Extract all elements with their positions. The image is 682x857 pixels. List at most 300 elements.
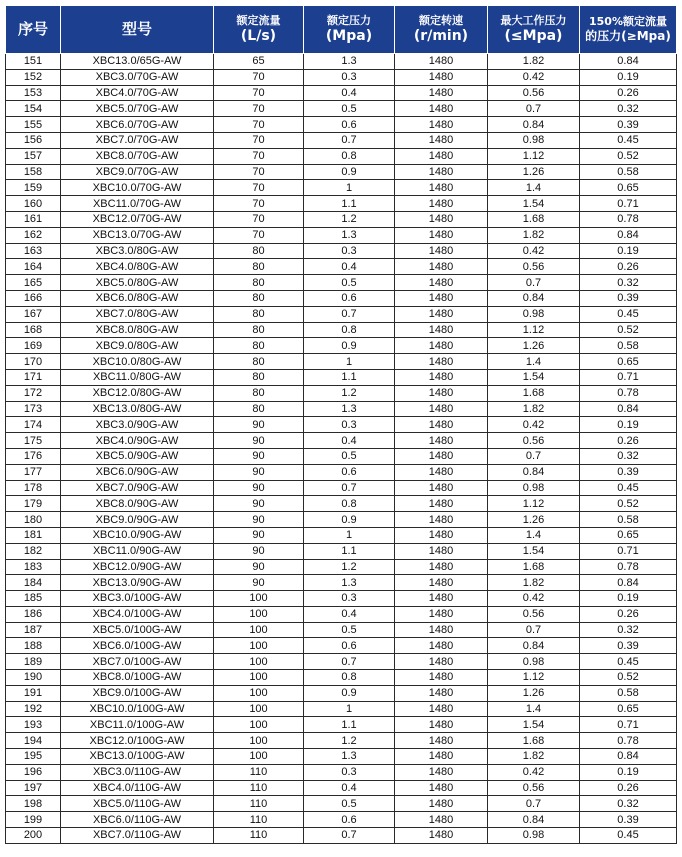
cell-max-pressure: 1.26 — [488, 338, 580, 354]
table-row — [6, 354, 677, 370]
cell-max-pressure: 0.42 — [488, 417, 580, 433]
cell-rated-pressure: 0.3 — [304, 764, 395, 780]
header-rated-speed: 额定转速 (r/min) — [395, 6, 488, 54]
table-body — [6, 54, 677, 844]
cell-rated-flow: 90 — [214, 543, 304, 559]
header-rated-flow: 额定流量 (L/s) — [214, 6, 304, 54]
cell-serial-no: 194 — [6, 733, 61, 749]
cell-rated-pressure: 0.3 — [304, 591, 395, 607]
cell-pressure-150: 0.84 — [580, 54, 677, 70]
cell-model: XBC12.0/70G-AW — [61, 211, 214, 227]
cell-rated-speed: 1480 — [395, 433, 488, 449]
cell-rated-flow: 70 — [214, 69, 304, 85]
cell-rated-flow: 70 — [214, 196, 304, 212]
cell-rated-speed: 1480 — [395, 654, 488, 670]
cell-rated-speed: 1480 — [395, 148, 488, 164]
cell-model: XBC12.0/100G-AW — [61, 733, 214, 749]
cell-rated-flow: 110 — [214, 828, 304, 844]
cell-serial-no: 163 — [6, 243, 61, 259]
cell-rated-pressure: 0.6 — [304, 464, 395, 480]
table-row — [6, 749, 677, 765]
cell-model: XBC6.0/90G-AW — [61, 464, 214, 480]
cell-pressure-150: 0.45 — [580, 480, 677, 496]
cell-pressure-150: 0.45 — [580, 132, 677, 148]
cell-rated-pressure: 0.9 — [304, 164, 395, 180]
cell-pressure-150: 0.45 — [580, 306, 677, 322]
table-row — [6, 275, 677, 291]
cell-pressure-150: 0.26 — [580, 85, 677, 101]
cell-max-pressure: 1.12 — [488, 322, 580, 338]
cell-pressure-150: 0.58 — [580, 164, 677, 180]
cell-serial-no: 175 — [6, 433, 61, 449]
cell-pressure-150: 0.58 — [580, 685, 677, 701]
cell-rated-flow: 100 — [214, 685, 304, 701]
cell-max-pressure: 1.68 — [488, 733, 580, 749]
cell-pressure-150: 0.84 — [580, 575, 677, 591]
cell-rated-pressure: 0.3 — [304, 69, 395, 85]
table-row — [6, 385, 677, 401]
cell-rated-speed: 1480 — [395, 54, 488, 70]
cell-model: XBC5.0/90G-AW — [61, 448, 214, 464]
cell-rated-pressure: 1.1 — [304, 369, 395, 385]
table-row — [6, 101, 677, 117]
cell-serial-no: 177 — [6, 464, 61, 480]
table-row — [6, 717, 677, 733]
cell-max-pressure: 0.98 — [488, 828, 580, 844]
cell-serial-no: 173 — [6, 401, 61, 417]
cell-rated-flow: 90 — [214, 448, 304, 464]
cell-model: XBC4.0/110G-AW — [61, 780, 214, 796]
cell-model: XBC4.0/70G-AW — [61, 85, 214, 101]
cell-rated-speed: 1480 — [395, 101, 488, 117]
cell-rated-flow: 100 — [214, 670, 304, 686]
cell-serial-no: 193 — [6, 717, 61, 733]
table-row — [6, 733, 677, 749]
cell-pressure-150: 0.19 — [580, 764, 677, 780]
cell-rated-pressure: 1.3 — [304, 227, 395, 243]
cell-model: XBC6.0/70G-AW — [61, 117, 214, 133]
cell-model: XBC9.0/70G-AW — [61, 164, 214, 180]
cell-rated-speed: 1480 — [395, 85, 488, 101]
cell-rated-speed: 1480 — [395, 338, 488, 354]
cell-serial-no: 153 — [6, 85, 61, 101]
cell-max-pressure: 0.84 — [488, 812, 580, 828]
cell-rated-speed: 1480 — [395, 780, 488, 796]
cell-model: XBC4.0/90G-AW — [61, 433, 214, 449]
cell-pressure-150: 0.71 — [580, 369, 677, 385]
cell-rated-speed: 1480 — [395, 322, 488, 338]
cell-rated-pressure: 0.7 — [304, 132, 395, 148]
cell-pressure-150: 0.39 — [580, 464, 677, 480]
table-row — [6, 812, 677, 828]
table-row — [6, 433, 677, 449]
cell-rated-flow: 90 — [214, 527, 304, 543]
cell-pressure-150: 0.84 — [580, 749, 677, 765]
cell-pressure-150: 0.32 — [580, 101, 677, 117]
cell-rated-flow: 100 — [214, 749, 304, 765]
cell-rated-flow: 110 — [214, 812, 304, 828]
cell-pressure-150: 0.84 — [580, 227, 677, 243]
cell-model: XBC13.0/65G-AW — [61, 54, 214, 70]
cell-serial-no: 169 — [6, 338, 61, 354]
cell-max-pressure: 1.54 — [488, 196, 580, 212]
cell-max-pressure: 1.54 — [488, 717, 580, 733]
cell-serial-no: 184 — [6, 575, 61, 591]
cell-model: XBC4.0/100G-AW — [61, 606, 214, 622]
cell-max-pressure: 1.82 — [488, 401, 580, 417]
cell-rated-pressure: 0.9 — [304, 685, 395, 701]
cell-model: XBC5.0/80G-AW — [61, 275, 214, 291]
cell-pressure-150: 0.19 — [580, 591, 677, 607]
cell-max-pressure: 0.98 — [488, 654, 580, 670]
cell-serial-no: 170 — [6, 354, 61, 370]
cell-rated-pressure: 0.8 — [304, 670, 395, 686]
table-row — [6, 764, 677, 780]
cell-serial-no: 185 — [6, 591, 61, 607]
table-row — [6, 654, 677, 670]
cell-rated-speed: 1480 — [395, 701, 488, 717]
cell-max-pressure: 1.82 — [488, 227, 580, 243]
cell-serial-no: 155 — [6, 117, 61, 133]
cell-rated-pressure: 0.4 — [304, 433, 395, 449]
cell-max-pressure: 0.84 — [488, 290, 580, 306]
table-row — [6, 670, 677, 686]
cell-model: XBC8.0/70G-AW — [61, 148, 214, 164]
cell-rated-flow: 100 — [214, 717, 304, 733]
cell-rated-speed: 1480 — [395, 638, 488, 654]
cell-rated-pressure: 0.6 — [304, 812, 395, 828]
cell-rated-flow: 80 — [214, 306, 304, 322]
cell-rated-speed: 1480 — [395, 670, 488, 686]
cell-model: XBC9.0/90G-AW — [61, 512, 214, 528]
cell-max-pressure: 1.12 — [488, 496, 580, 512]
cell-rated-speed: 1480 — [395, 685, 488, 701]
cell-model: XBC11.0/80G-AW — [61, 369, 214, 385]
cell-rated-pressure: 0.4 — [304, 85, 395, 101]
cell-model: XBC3.0/100G-AW — [61, 591, 214, 607]
cell-rated-pressure: 0.3 — [304, 243, 395, 259]
table-row — [6, 512, 677, 528]
cell-model: XBC9.0/80G-AW — [61, 338, 214, 354]
cell-model: XBC7.0/90G-AW — [61, 480, 214, 496]
cell-rated-speed: 1480 — [395, 180, 488, 196]
cell-model: XBC7.0/70G-AW — [61, 132, 214, 148]
cell-model: XBC11.0/70G-AW — [61, 196, 214, 212]
cell-rated-speed: 1480 — [395, 354, 488, 370]
cell-rated-flow: 100 — [214, 654, 304, 670]
cell-rated-flow: 90 — [214, 496, 304, 512]
cell-model: XBC5.0/70G-AW — [61, 101, 214, 117]
cell-serial-no: 199 — [6, 812, 61, 828]
table-row — [6, 480, 677, 496]
cell-serial-no: 156 — [6, 132, 61, 148]
cell-rated-flow: 100 — [214, 701, 304, 717]
cell-rated-flow: 110 — [214, 796, 304, 812]
table-row — [6, 464, 677, 480]
header-serial-no: 序号 — [6, 6, 61, 54]
cell-rated-flow: 80 — [214, 369, 304, 385]
cell-rated-pressure: 1.1 — [304, 196, 395, 212]
table-row — [6, 243, 677, 259]
cell-model: XBC6.0/100G-AW — [61, 638, 214, 654]
cell-max-pressure: 0.56 — [488, 780, 580, 796]
cell-max-pressure: 1.68 — [488, 559, 580, 575]
cell-model: XBC7.0/80G-AW — [61, 306, 214, 322]
cell-rated-flow: 70 — [214, 211, 304, 227]
cell-max-pressure: 0.7 — [488, 448, 580, 464]
cell-serial-no: 197 — [6, 780, 61, 796]
cell-rated-flow: 90 — [214, 480, 304, 496]
cell-rated-pressure: 1.3 — [304, 575, 395, 591]
cell-rated-flow: 90 — [214, 417, 304, 433]
cell-rated-pressure: 0.7 — [304, 480, 395, 496]
cell-rated-pressure: 0.6 — [304, 290, 395, 306]
cell-pressure-150: 0.65 — [580, 354, 677, 370]
cell-pressure-150: 0.39 — [580, 812, 677, 828]
cell-rated-flow: 90 — [214, 512, 304, 528]
cell-rated-pressure: 0.5 — [304, 796, 395, 812]
cell-rated-flow: 110 — [214, 780, 304, 796]
cell-pressure-150: 0.45 — [580, 828, 677, 844]
cell-model: XBC4.0/80G-AW — [61, 259, 214, 275]
cell-rated-flow: 100 — [214, 606, 304, 622]
cell-serial-no: 181 — [6, 527, 61, 543]
cell-pressure-150: 0.71 — [580, 543, 677, 559]
cell-pressure-150: 0.19 — [580, 417, 677, 433]
cell-rated-speed: 1480 — [395, 828, 488, 844]
cell-rated-speed: 1480 — [395, 132, 488, 148]
cell-rated-flow: 100 — [214, 733, 304, 749]
table-row — [6, 796, 677, 812]
cell-max-pressure: 0.84 — [488, 638, 580, 654]
cell-rated-pressure: 0.5 — [304, 101, 395, 117]
cell-max-pressure: 0.56 — [488, 606, 580, 622]
cell-pressure-150: 0.52 — [580, 496, 677, 512]
cell-model: XBC7.0/110G-AW — [61, 828, 214, 844]
table-row — [6, 306, 677, 322]
cell-max-pressure: 0.42 — [488, 591, 580, 607]
cell-model: XBC3.0/90G-AW — [61, 417, 214, 433]
table-row — [6, 164, 677, 180]
cell-model: XBC13.0/100G-AW — [61, 749, 214, 765]
table-row — [6, 132, 677, 148]
cell-rated-flow: 110 — [214, 764, 304, 780]
table-row — [6, 591, 677, 607]
cell-rated-speed: 1480 — [395, 543, 488, 559]
cell-rated-speed: 1480 — [395, 764, 488, 780]
cell-max-pressure: 1.12 — [488, 670, 580, 686]
cell-rated-pressure: 0.6 — [304, 117, 395, 133]
cell-rated-speed: 1480 — [395, 496, 488, 512]
cell-pressure-150: 0.26 — [580, 433, 677, 449]
table-row — [6, 701, 677, 717]
cell-serial-no: 164 — [6, 259, 61, 275]
header-rated-pressure: 额定压力 (Mpa) — [304, 6, 395, 54]
cell-model: XBC6.0/80G-AW — [61, 290, 214, 306]
cell-rated-speed: 1480 — [395, 448, 488, 464]
cell-rated-speed: 1480 — [395, 369, 488, 385]
table-row — [6, 54, 677, 70]
cell-rated-pressure: 1 — [304, 701, 395, 717]
cell-pressure-150: 0.65 — [580, 180, 677, 196]
cell-serial-no: 154 — [6, 101, 61, 117]
cell-rated-pressure: 1.2 — [304, 559, 395, 575]
cell-rated-flow: 70 — [214, 164, 304, 180]
cell-serial-no: 180 — [6, 512, 61, 528]
cell-model: XBC10.0/70G-AW — [61, 180, 214, 196]
cell-rated-pressure: 1.2 — [304, 211, 395, 227]
cell-pressure-150: 0.78 — [580, 211, 677, 227]
cell-pressure-150: 0.78 — [580, 559, 677, 575]
table-row — [6, 196, 677, 212]
cell-rated-flow: 80 — [214, 322, 304, 338]
table-row — [6, 369, 677, 385]
table-row — [6, 638, 677, 654]
cell-pressure-150: 0.26 — [580, 259, 677, 275]
cell-rated-pressure: 1.1 — [304, 543, 395, 559]
cell-rated-speed: 1480 — [395, 559, 488, 575]
cell-rated-flow: 90 — [214, 559, 304, 575]
table-row — [6, 622, 677, 638]
cell-rated-pressure: 0.8 — [304, 148, 395, 164]
cell-serial-no: 190 — [6, 670, 61, 686]
cell-rated-speed: 1480 — [395, 275, 488, 291]
cell-rated-speed: 1480 — [395, 591, 488, 607]
cell-rated-pressure: 1.1 — [304, 717, 395, 733]
table-row — [6, 69, 677, 85]
table-header-row — [6, 6, 677, 54]
cell-max-pressure: 0.7 — [488, 796, 580, 812]
cell-serial-no: 171 — [6, 369, 61, 385]
cell-rated-flow: 80 — [214, 275, 304, 291]
cell-rated-flow: 65 — [214, 54, 304, 70]
table-row — [6, 828, 677, 844]
cell-rated-pressure: 1.2 — [304, 385, 395, 401]
cell-rated-pressure: 0.5 — [304, 622, 395, 638]
cell-model: XBC5.0/100G-AW — [61, 622, 214, 638]
cell-pressure-150: 0.58 — [580, 338, 677, 354]
table-row — [6, 211, 677, 227]
cell-rated-flow: 70 — [214, 101, 304, 117]
cell-pressure-150: 0.84 — [580, 401, 677, 417]
cell-max-pressure: 0.42 — [488, 69, 580, 85]
cell-serial-no: 186 — [6, 606, 61, 622]
table-row — [6, 85, 677, 101]
cell-serial-no: 160 — [6, 196, 61, 212]
cell-rated-pressure: 0.4 — [304, 259, 395, 275]
cell-pressure-150: 0.58 — [580, 512, 677, 528]
cell-max-pressure: 0.7 — [488, 275, 580, 291]
cell-max-pressure: 1.26 — [488, 685, 580, 701]
header-pressure-at-150-flow: 150%额定流量 的压力(≥Mpa) — [580, 6, 677, 54]
cell-rated-speed: 1480 — [395, 401, 488, 417]
cell-rated-speed: 1480 — [395, 259, 488, 275]
cell-model: XBC11.0/100G-AW — [61, 717, 214, 733]
cell-pressure-150: 0.39 — [580, 117, 677, 133]
cell-model: XBC13.0/90G-AW — [61, 575, 214, 591]
table-row — [6, 338, 677, 354]
cell-rated-flow: 80 — [214, 401, 304, 417]
cell-rated-pressure: 0.9 — [304, 338, 395, 354]
table-row — [6, 543, 677, 559]
cell-rated-speed: 1480 — [395, 385, 488, 401]
cell-serial-no: 151 — [6, 54, 61, 70]
cell-max-pressure: 1.82 — [488, 749, 580, 765]
cell-rated-flow: 80 — [214, 290, 304, 306]
cell-pressure-150: 0.32 — [580, 448, 677, 464]
cell-max-pressure: 1.4 — [488, 354, 580, 370]
header-max-working-pressure: 最大工作压力 (≤Mpa) — [488, 6, 580, 54]
cell-max-pressure: 0.7 — [488, 101, 580, 117]
cell-rated-flow: 80 — [214, 243, 304, 259]
table-row — [6, 290, 677, 306]
cell-pressure-150: 0.32 — [580, 622, 677, 638]
cell-rated-flow: 100 — [214, 591, 304, 607]
cell-model: XBC10.0/100G-AW — [61, 701, 214, 717]
cell-serial-no: 165 — [6, 275, 61, 291]
cell-rated-pressure: 0.6 — [304, 638, 395, 654]
cell-rated-pressure: 0.7 — [304, 654, 395, 670]
cell-serial-no: 161 — [6, 211, 61, 227]
cell-pressure-150: 0.52 — [580, 670, 677, 686]
cell-pressure-150: 0.19 — [580, 69, 677, 85]
cell-serial-no: 198 — [6, 796, 61, 812]
cell-model: XBC9.0/100G-AW — [61, 685, 214, 701]
cell-rated-flow: 80 — [214, 385, 304, 401]
table-row — [6, 685, 677, 701]
cell-model: XBC6.0/110G-AW — [61, 812, 214, 828]
cell-serial-no: 192 — [6, 701, 61, 717]
cell-rated-speed: 1480 — [395, 417, 488, 433]
cell-pressure-150: 0.39 — [580, 638, 677, 654]
cell-model: XBC8.0/100G-AW — [61, 670, 214, 686]
cell-rated-pressure: 1.3 — [304, 749, 395, 765]
cell-serial-no: 183 — [6, 559, 61, 575]
cell-model: XBC3.0/70G-AW — [61, 69, 214, 85]
cell-rated-pressure: 0.8 — [304, 496, 395, 512]
cell-model: XBC5.0/110G-AW — [61, 796, 214, 812]
cell-serial-no: 179 — [6, 496, 61, 512]
cell-pressure-150: 0.32 — [580, 275, 677, 291]
cell-rated-speed: 1480 — [395, 164, 488, 180]
cell-serial-no: 174 — [6, 417, 61, 433]
cell-max-pressure: 1.4 — [488, 527, 580, 543]
table-row — [6, 448, 677, 464]
cell-rated-speed: 1480 — [395, 575, 488, 591]
cell-rated-pressure: 0.5 — [304, 448, 395, 464]
cell-max-pressure: 0.56 — [488, 259, 580, 275]
cell-rated-pressure: 0.7 — [304, 828, 395, 844]
table-row — [6, 417, 677, 433]
cell-max-pressure: 1.54 — [488, 543, 580, 559]
cell-model: XBC12.0/80G-AW — [61, 385, 214, 401]
cell-pressure-150: 0.65 — [580, 701, 677, 717]
cell-max-pressure: 1.26 — [488, 164, 580, 180]
cell-serial-no: 158 — [6, 164, 61, 180]
cell-rated-flow: 70 — [214, 148, 304, 164]
cell-rated-pressure: 1.3 — [304, 54, 395, 70]
cell-rated-speed: 1480 — [395, 290, 488, 306]
cell-model: XBC7.0/100G-AW — [61, 654, 214, 670]
cell-rated-speed: 1480 — [395, 622, 488, 638]
cell-serial-no: 168 — [6, 322, 61, 338]
table-row — [6, 322, 677, 338]
cell-rated-speed: 1480 — [395, 227, 488, 243]
cell-rated-speed: 1480 — [395, 306, 488, 322]
cell-serial-no: 172 — [6, 385, 61, 401]
cell-max-pressure: 0.84 — [488, 117, 580, 133]
spec-table-container — [5, 5, 676, 844]
